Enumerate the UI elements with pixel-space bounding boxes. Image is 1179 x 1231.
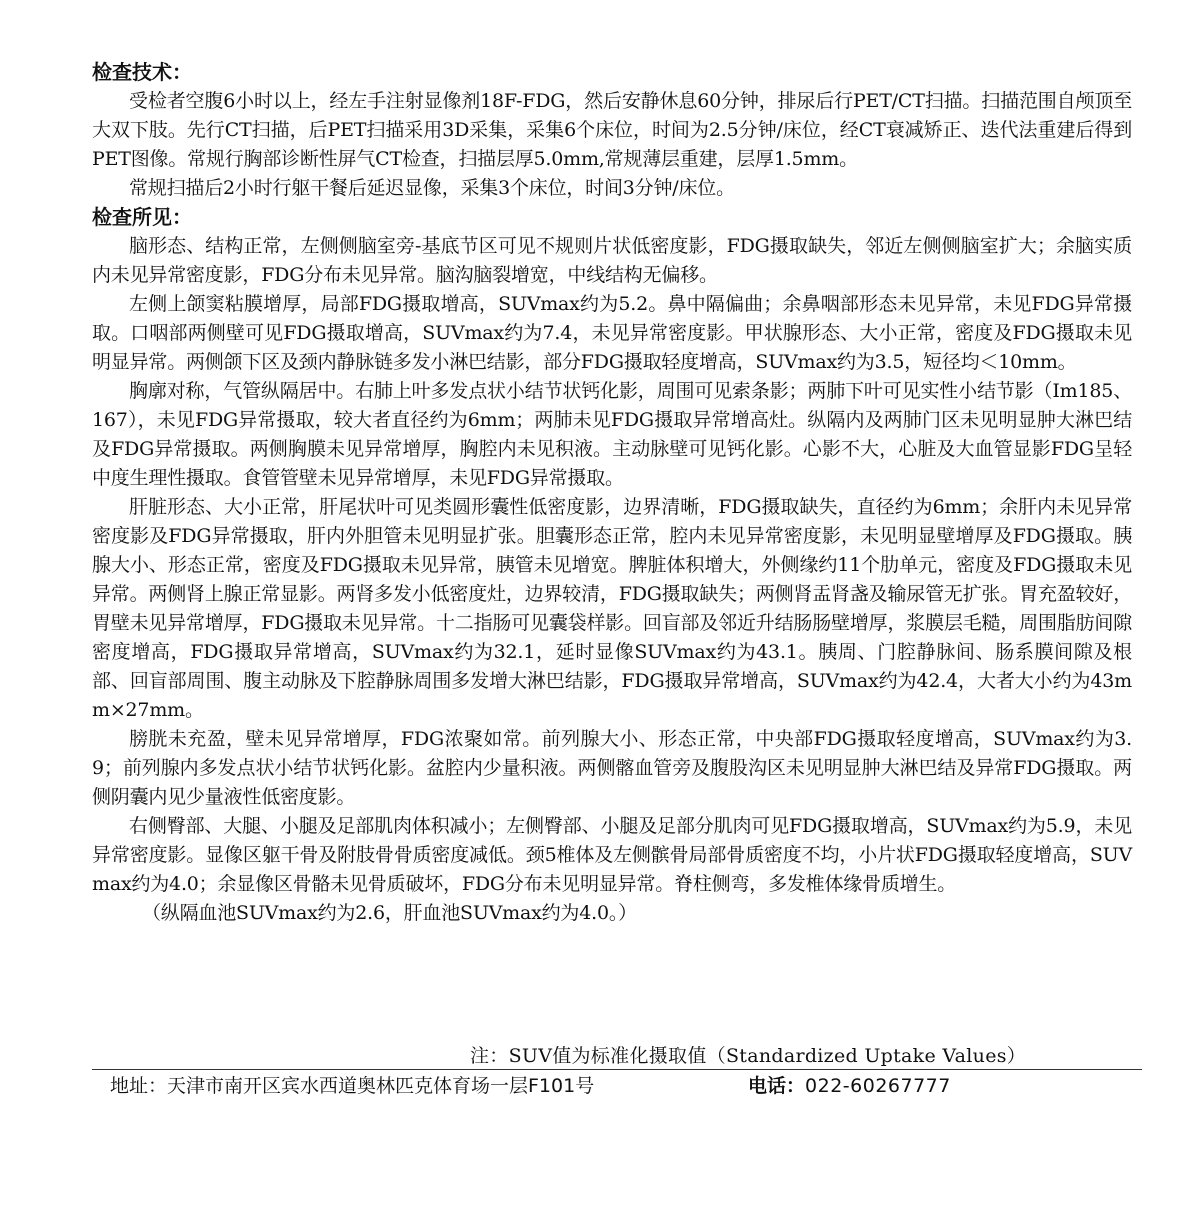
findings-pelvis-paragraph: 膀胱未充盈，壁未见异常增厚，FDG浓聚如常。前列腺大小、形态正常，中央部FDG摄取轻度增高，SUVmax约为3.9；前列腺内多发点状小结节状钙化影。盆腔内少量积液。两侧髂血管旁及腹股沟区未见明显肿大淋巴结及异常FDG摄取。两侧阴囊内见少量液性低密度影。 [92, 728, 1132, 808]
technique-paragraph-2: 常规扫描后2小时行躯干餐后延迟显像，采集3个床位，时间3分钟/床位。 [129, 177, 735, 199]
suv-footnote: 注：SUV值为标准化摄取值（Standardized Uptake Values） [470, 1045, 1027, 1067]
findings-head-neck-paragraph: 左侧上颌窦粘膜增厚，局部FDG摄取增高，SUVmax约为5.2。鼻中隔偏曲；余鼻咽部形态未见异常，未见FDG异常摄取。口咽部两侧壁可见FDG摄取增高，SUVmax约为7.4，未见异常密度影。甲状腺形态、大小正常，密度及FDG摄取未见明显异常。两侧颌下区及颈内静脉链多发小淋巴结影，部分FDG摄取轻度增高，SUVmax约为3.5，短径均＜10mm。 [92, 293, 1132, 373]
phone-line [748, 1073, 951, 1099]
address-line: 地址：天津市南开区宾水西道奥林匹克体育场一层F101号 [110, 1075, 595, 1097]
technique-paragraph-1: 受检者空腹6小时以上，经左手注射显像剂18F-FDG，然后安静休息60分钟，排尿后行PET/CT扫描。扫描范围自颅顶至大双下肢。先行CT扫描，后PET扫描采用3D采集，采集6个床位，时间为2.5分钟/床位，经CT衰减矫正、迭代法重建后得到PET图像。常规行胸部诊断性屏气CT检查，扫描层厚5.0mm,常规薄层重建，层厚1.5mm。 [92, 90, 1132, 170]
findings-abdomen-paragraph: 肝脏形态、大小正常，肝尾状叶可见类圆形囊性低密度影，边界清晰，FDG摄取缺失，直径约为6mm；余肝内未见异常密度影及FDG异常摄取，肝内外胆管未见明显扩张。胆囊形态正常，腔内未见异常密度影，未见明显壁增厚及FDG摄取。胰腺大小、形态正常，密度及FDG摄取未见异常，胰管未见增宽。脾脏体积增大，外侧缘约11个肋单元，密度及FDG摄取未见异常。两侧肾上腺正常显影。两肾多发小低密度灶，边界较清，FDG摄取缺失；两侧肾盂肾盏及输尿管无扩张。胃充盈较好，胃壁未见异常增厚，FDG摄取未见异常。十二指肠可见囊袋样影。回盲部及邻近升结肠肠壁增厚，浆膜层毛糙，周围脂肪间隙密度增高，FDG摄取异常增高，SUVmax约为32.1，延时显像SUVmax约为43.1。胰周、门腔静脉间、肠系膜间隙及根部、回盲部周围、腹主动脉及下腔静脉周围多发增大淋巴结影，FDG摄取异常增高，SUVmax约为42.4，大者大小约为43mm×27mm。 [92, 496, 1132, 721]
report-body [92, 58, 1132, 928]
footer-divider [92, 1069, 1142, 1070]
findings-chest-paragraph: 胸廓对称，气管纵隔居中。右肺上叶多发点状小结节状钙化影，周围可见索条影；两肺下叶可见实性小结节影（Im185、167），未见FDG异常摄取，较大者直径约为6mm；两肺未见FDG摄取异常增高灶。纵隔内及两肺门区未见明显肿大淋巴结及FDG异常摄取。两侧胸膜未见异常增厚，胸腔内未见积液。主动脉壁可见钙化影。心影不大，心脏及大血管显影FDG呈轻中度生理性摄取。食管管壁未见异常增厚，未见FDG异常摄取。 [92, 380, 1132, 489]
phone-label: 电话： [748, 1075, 806, 1097]
blood-pool-note: （纵隔血池SUVmax约为2.6，肝血池SUVmax约为4.0。） [142, 902, 637, 924]
findings-brain-paragraph: 脑形态、结构正常，左侧侧脑室旁-基底节区可见不规则片状低密度影，FDG摄取缺失，邻近左侧侧脑室扩大；余脑实质内未见异常密度影，FDG分布未见异常。脑沟脑裂增宽，中线结构无偏移。 [92, 235, 1132, 286]
technique-heading: 检查技术： [92, 60, 192, 84]
findings-heading: 检查所见： [92, 205, 192, 229]
findings-musculoskeletal-paragraph: 右侧臀部、大腿、小腿及足部肌肉体积减小；左侧臀部、小腿及足部分肌肉可见FDG摄取增高，SUVmax约为5.9，未见异常密度影。显像区躯干骨及附肢骨骨质密度减低。颈5椎体及左侧髌骨局部骨质密度不均，小片状FDG摄取轻度增高，SUVmax约为4.0；余显像区骨骼未见骨质破坏，FDG分布未见明显异常。脊柱侧弯，多发椎体缘骨质增生。 [92, 815, 1132, 895]
phone-number: 022-60267777 [805, 1075, 951, 1097]
